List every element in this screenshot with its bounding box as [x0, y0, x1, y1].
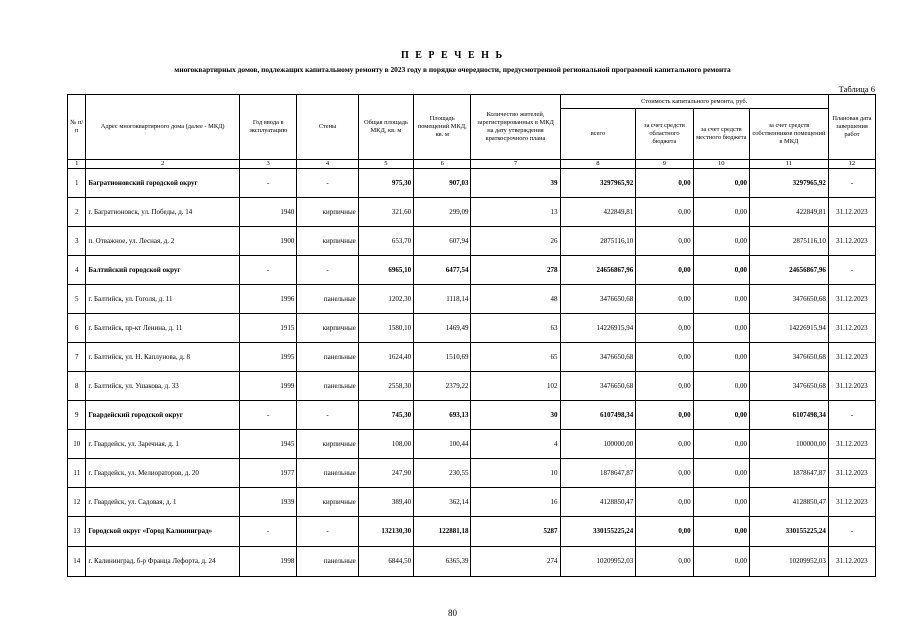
cost-owners-cell: 3476650,68 [749, 372, 828, 401]
cost-total-cell: 2875116,10 [560, 227, 636, 256]
cost-local-cell: 0,00 [693, 227, 749, 256]
walls-cell: панельные [297, 285, 358, 314]
cost-regional-cell: 0,00 [636, 314, 693, 343]
repair-list-table [67, 94, 876, 577]
premises-area-cell: 6365,39 [414, 547, 471, 577]
cost-total-cell: 3297965,92 [560, 169, 636, 198]
premises-area-cell: 230,55 [414, 459, 471, 488]
residents-cell: 10 [471, 459, 560, 488]
cost-local-cell: 0,00 [693, 517, 749, 547]
year-cell: - [240, 256, 297, 285]
cost-owners-cell: 3297965,92 [749, 169, 828, 198]
year-cell: 1945 [240, 430, 297, 459]
cost-owners-cell: 10209952,03 [749, 547, 828, 577]
row-number-cell: 8 [68, 372, 86, 401]
completion-cell: 31.12.2023 [828, 459, 875, 488]
cost-local-cell: 0,00 [693, 488, 749, 517]
row-number-cell: 13 [68, 517, 86, 547]
residents-cell: 48 [471, 285, 560, 314]
year-cell: 1939 [240, 488, 297, 517]
district-total-row [68, 169, 876, 198]
row-number-cell: 7 [68, 343, 86, 372]
address-cell: г. Калининград, б-р Франца Лефорта, д. 24 [86, 547, 240, 577]
year-cell: 1915 [240, 314, 297, 343]
residents-cell: 63 [471, 314, 560, 343]
header-completion: Плановая дата завершения работ [828, 95, 875, 160]
cost-owners-cell: 4128850,47 [749, 488, 828, 517]
premises-area-cell: 1118,14 [414, 285, 471, 314]
walls-cell: кирпичные [297, 198, 358, 227]
cost-regional-cell: 0,00 [636, 459, 693, 488]
header-cost-local: за счет средств местного бюджета [693, 109, 749, 160]
premises-area-cell: 607,94 [414, 227, 471, 256]
cost-regional-cell: 0,00 [636, 372, 693, 401]
cost-total-cell: 100000,00 [560, 430, 636, 459]
cost-regional-cell: 0,00 [636, 256, 693, 285]
district-total-row [68, 517, 876, 547]
cost-owners-cell: 24656867,96 [749, 256, 828, 285]
total-area-cell: 1580,10 [358, 314, 413, 343]
address-cell: п. Отважное, ул. Лесная, д. 2 [86, 227, 240, 256]
total-area-cell: 6965,10 [358, 256, 413, 285]
column-number: 2 [86, 160, 240, 169]
column-number: 12 [828, 160, 875, 169]
cost-local-cell: 0,00 [693, 314, 749, 343]
year-cell: - [240, 169, 297, 198]
year-cell: 1995 [240, 343, 297, 372]
document-title: П Е Р Е Ч Е Н Ь [400, 50, 505, 61]
premises-area-cell: 2379,22 [414, 372, 471, 401]
premises-area-cell: 122881,18 [414, 517, 471, 547]
header-year: Год ввода в эксплуатацию [240, 95, 297, 160]
header-cost-total: всего [560, 109, 636, 160]
row-number-cell: 2 [68, 198, 86, 227]
header-premises-area: Площадь помещений МКД, кв. м [414, 95, 471, 160]
table-row [68, 547, 876, 577]
address-cell: Балтийский городской округ [86, 256, 240, 285]
cost-regional-cell: 0,00 [636, 285, 693, 314]
cost-owners-cell: 6107498,34 [749, 401, 828, 430]
cost-total-cell: 24656867,96 [560, 256, 636, 285]
completion-cell: 31.12.2023 [828, 314, 875, 343]
address-cell: г. Балтийск, ул. Ушакова, д. 33 [86, 372, 240, 401]
completion-cell: - [828, 517, 875, 547]
header-cost-group: Стоимость капитального ремонта, руб. [560, 95, 828, 109]
address-cell: г. Гвардейск, ул. Мелиораторов, д. 20 [86, 459, 240, 488]
cost-owners-cell: 330155225,24 [749, 517, 828, 547]
cost-regional-cell: 0,00 [636, 401, 693, 430]
table-row [68, 459, 876, 488]
cost-regional-cell: 0,00 [636, 169, 693, 198]
completion-cell: - [828, 169, 875, 198]
walls-cell: панельные [297, 459, 358, 488]
row-number-cell: 3 [68, 227, 86, 256]
cost-local-cell: 0,00 [693, 169, 749, 198]
cost-total-cell: 3476650,68 [560, 372, 636, 401]
header-total-area: Общая площадь МКД, кв. м [358, 95, 413, 160]
cost-total-cell: 10209952,03 [560, 547, 636, 577]
cost-local-cell: 0,00 [693, 459, 749, 488]
address-cell: г. Гвардейск, ул. Садовая, д. 1 [86, 488, 240, 517]
cost-local-cell: 0,00 [693, 256, 749, 285]
row-number-cell: 10 [68, 430, 86, 459]
header-cost-regional: за счет средств областного бюджета [636, 109, 693, 160]
year-cell: 1998 [240, 547, 297, 577]
total-area-cell: 108,00 [358, 430, 413, 459]
cost-total-cell: 330155225,24 [560, 517, 636, 547]
row-number-cell: 9 [68, 401, 86, 430]
completion-cell: 31.12.2023 [828, 372, 875, 401]
premises-area-cell: 6477,54 [414, 256, 471, 285]
cost-local-cell: 0,00 [693, 401, 749, 430]
cost-owners-cell: 2875116,10 [749, 227, 828, 256]
address-cell: г. Балтийск, ул. Гоголя, д. 11 [86, 285, 240, 314]
premises-area-cell: 1469,49 [414, 314, 471, 343]
cost-total-cell: 1878647,87 [560, 459, 636, 488]
total-area-cell: 6844,50 [358, 547, 413, 577]
cost-owners-cell: 422849,81 [749, 198, 828, 227]
year-cell: 1999 [240, 372, 297, 401]
residents-cell: 5287 [471, 517, 560, 547]
premises-area-cell: 907,03 [414, 169, 471, 198]
walls-cell: кирпичные [297, 488, 358, 517]
residents-cell: 4 [471, 430, 560, 459]
year-cell: 1996 [240, 285, 297, 314]
walls-cell: - [297, 401, 358, 430]
table-label: Таблица 6 [838, 84, 875, 94]
table-row [68, 285, 876, 314]
total-area-cell: 975,30 [358, 169, 413, 198]
address-cell: Гвардейский городской округ [86, 401, 240, 430]
premises-area-cell: 100,44 [414, 430, 471, 459]
walls-cell: панельные [297, 372, 358, 401]
row-number-cell: 6 [68, 314, 86, 343]
table-row [68, 372, 876, 401]
cost-total-cell: 4128850,47 [560, 488, 636, 517]
walls-cell: панельные [297, 547, 358, 577]
residents-cell: 278 [471, 256, 560, 285]
cost-total-cell: 3476650,68 [560, 343, 636, 372]
cost-local-cell: 0,00 [693, 547, 749, 577]
column-number: 4 [297, 160, 358, 169]
column-number: 8 [560, 160, 636, 169]
completion-cell: 31.12.2023 [828, 227, 875, 256]
walls-cell: - [297, 517, 358, 547]
residents-cell: 102 [471, 372, 560, 401]
address-cell: г. Гвардейск, ул. Заречная, д. 1 [86, 430, 240, 459]
walls-cell: - [297, 256, 358, 285]
cost-total-cell: 6107498,34 [560, 401, 636, 430]
cost-owners-cell: 1878647,87 [749, 459, 828, 488]
completion-cell: 31.12.2023 [828, 547, 875, 577]
row-number-cell: 5 [68, 285, 86, 314]
address-cell: Городской округ «Город Калининград» [86, 517, 240, 547]
year-cell: 1900 [240, 227, 297, 256]
column-number: 7 [471, 160, 560, 169]
walls-cell: панельные [297, 343, 358, 372]
residents-cell: 16 [471, 488, 560, 517]
premises-area-cell: 299,09 [414, 198, 471, 227]
cost-regional-cell: 0,00 [636, 198, 693, 227]
column-number: 3 [240, 160, 297, 169]
premises-area-cell: 1510,69 [414, 343, 471, 372]
residents-cell: 274 [471, 547, 560, 577]
address-cell: г. Багратионовск, ул. Победы, д. 14 [86, 198, 240, 227]
table-row [68, 227, 876, 256]
year-cell: - [240, 401, 297, 430]
residents-cell: 26 [471, 227, 560, 256]
total-area-cell: 653,70 [358, 227, 413, 256]
column-number: 9 [636, 160, 693, 169]
row-number-cell: 14 [68, 547, 86, 577]
residents-cell: 13 [471, 198, 560, 227]
cost-total-cell: 14226915,94 [560, 314, 636, 343]
year-cell: - [240, 517, 297, 547]
row-number-cell: 1 [68, 169, 86, 198]
column-number: 6 [414, 160, 471, 169]
walls-cell: - [297, 169, 358, 198]
address-cell: г. Балтийск, пр-кт Ленина, д. 11 [86, 314, 240, 343]
row-number-cell: 12 [68, 488, 86, 517]
completion-cell: 31.12.2023 [828, 343, 875, 372]
total-area-cell: 247,90 [358, 459, 413, 488]
cost-regional-cell: 0,00 [636, 488, 693, 517]
header-residents: Количество жителей, зарегистрированных в МКД на дату утверждения краткосрочного плана [471, 95, 560, 160]
header-walls: Стены [297, 95, 358, 160]
cost-local-cell: 0,00 [693, 430, 749, 459]
premises-area-cell: 693,13 [414, 401, 471, 430]
cost-owners-cell: 14226915,94 [749, 314, 828, 343]
cost-regional-cell: 0,00 [636, 430, 693, 459]
walls-cell: кирпичные [297, 227, 358, 256]
cost-owners-cell: 100000,00 [749, 430, 828, 459]
cost-regional-cell: 0,00 [636, 547, 693, 577]
column-number: 1 [68, 160, 86, 169]
district-total-row [68, 401, 876, 430]
completion-cell: 31.12.2023 [828, 198, 875, 227]
residents-cell: 30 [471, 401, 560, 430]
cost-total-cell: 3476650,68 [560, 285, 636, 314]
cost-regional-cell: 0,00 [636, 343, 693, 372]
year-cell: 1940 [240, 198, 297, 227]
cost-owners-cell: 3476650,68 [749, 343, 828, 372]
cost-regional-cell: 0,00 [636, 227, 693, 256]
total-area-cell: 2558,30 [358, 372, 413, 401]
header-num: № п/п [68, 95, 86, 160]
address-cell: Багратионовский городской округ [86, 169, 240, 198]
page-number: 80 [448, 608, 457, 618]
column-number-row [68, 160, 876, 169]
column-number: 10 [693, 160, 749, 169]
row-number-cell: 4 [68, 256, 86, 285]
completion-cell: 31.12.2023 [828, 488, 875, 517]
row-number-cell: 11 [68, 459, 86, 488]
year-cell: 1977 [240, 459, 297, 488]
table-row [68, 343, 876, 372]
cost-local-cell: 0,00 [693, 285, 749, 314]
column-number: 11 [749, 160, 828, 169]
completion-cell: 31.12.2023 [828, 430, 875, 459]
address-cell: г. Балтийск, ул. Н. Каплунова, д. 8 [86, 343, 240, 372]
walls-cell: кирпичные [297, 314, 358, 343]
total-area-cell: 1624,40 [358, 343, 413, 372]
premises-area-cell: 362,14 [414, 488, 471, 517]
total-area-cell: 389,40 [358, 488, 413, 517]
table-row [68, 488, 876, 517]
district-total-row [68, 256, 876, 285]
cost-local-cell: 0,00 [693, 198, 749, 227]
document-subtitle: многоквартирных домов, подлежащих капитальному ремонту в 2023 году в порядке очередности, предусмотренной региональной программой капитального ремонта [174, 65, 731, 74]
completion-cell: 31.12.2023 [828, 285, 875, 314]
residents-cell: 65 [471, 343, 560, 372]
residents-cell: 39 [471, 169, 560, 198]
total-area-cell: 745,30 [358, 401, 413, 430]
cost-regional-cell: 0,00 [636, 517, 693, 547]
column-number: 5 [358, 160, 413, 169]
completion-cell: - [828, 401, 875, 430]
header-cost-owners: за счет средств собственников помещений в МКД [749, 109, 828, 160]
total-area-cell: 1202,30 [358, 285, 413, 314]
cost-local-cell: 0,00 [693, 372, 749, 401]
walls-cell: кирпичные [297, 430, 358, 459]
total-area-cell: 321,60 [358, 198, 413, 227]
header-address: Адрес многоквартирного дома (далее - МКД) [86, 95, 240, 160]
cost-total-cell: 422849,81 [560, 198, 636, 227]
total-area-cell: 132130,30 [358, 517, 413, 547]
completion-cell: - [828, 256, 875, 285]
cost-local-cell: 0,00 [693, 343, 749, 372]
table-row [68, 430, 876, 459]
table-row [68, 198, 876, 227]
table-row [68, 314, 876, 343]
cost-owners-cell: 3476650,68 [749, 285, 828, 314]
